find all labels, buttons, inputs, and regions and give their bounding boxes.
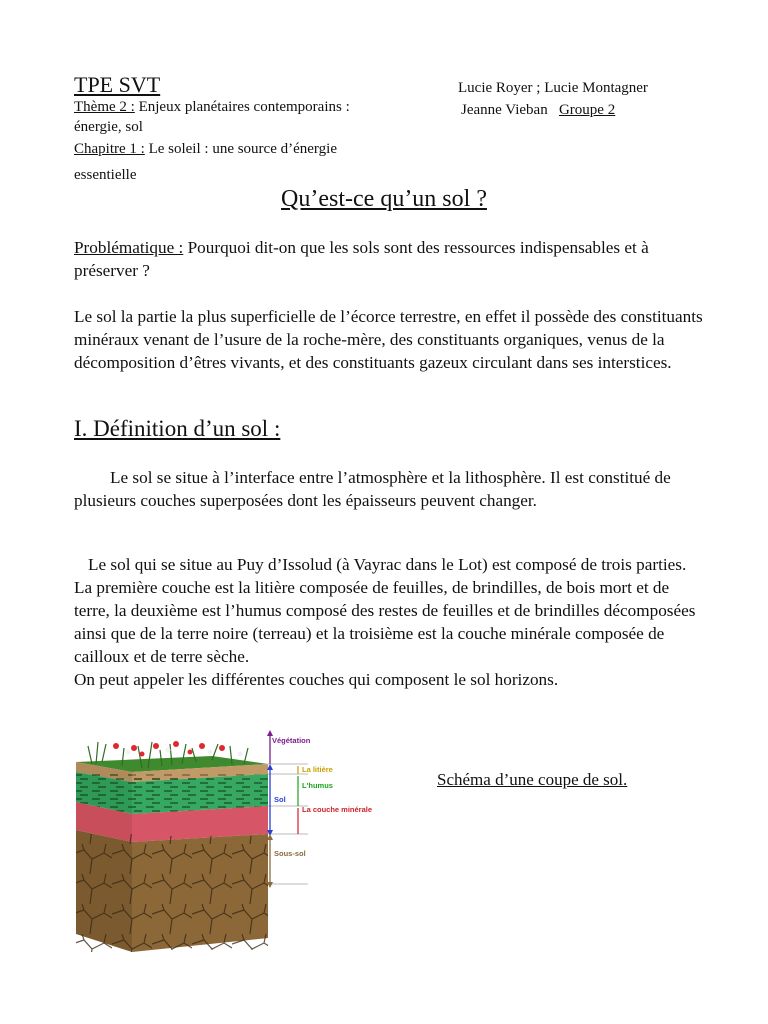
section-paragraph-3: On peut appeler les différentes couches qui composent le sol horizons. [74,670,559,689]
section-heading: I. Définition d’un sol : [74,416,281,441]
label-vegetation: Végétation [272,736,311,745]
chapter-line [74,136,354,188]
intro-paragraph: Le sol la partie la plus superficielle de l’écorce terrestre, en effet il possède des constituants minéraux venant de l’usure de la roche-mère, des constituants organiques, venus de la décomposition d’êtres vivants, et des constituants gazeux circulant dans ses interstices. [74,307,703,372]
soil-profile-diagram [72,724,402,954]
theme-label: Thème 2 : [74,99,135,115]
label-minerale: La couche minérale [302,805,373,814]
authors-line-2 [458,99,648,121]
problem-text: Pourquoi dit-on que les sols sont des ressources indispensables et à préserver ? [74,238,649,280]
section-paragraphs [74,553,704,691]
section-paragraph-1: Le sol se situe à l’interface entre l’atmosphère et la lithosphère. Il est constitué de plusieurs couches superposées dont les épaisseurs peuvent changer. [74,468,671,510]
soil-block [76,741,268,952]
problem-label: Problématique : [74,238,184,257]
authors-block [458,77,648,121]
section-paragraph-2: Le sol qui se situe au Puy d’Issolud (à Vayrac dans le Lot) est composé de trois parties. La première couche est la litière composée de feuilles, de brindilles, de bois mort et de terre, la deuxième est l’humus composé des restes de feuilles et de brindilles décomposées ainsi que de la terre noire (terreau) et la troisième est la couche minérale composée de cailloux et de terre sèche. [74,555,696,666]
page-title: Qu’est-ce qu’un sol ? [281,186,487,212]
label-sous-sol: Sous-sol [274,849,306,858]
label-humus: L'humus [302,781,333,790]
chapter-text: Le soleil : une source d’énergie essentielle [74,141,337,183]
label-sol: Sol [274,795,286,804]
author-name: Jeanne Vieban [461,102,548,118]
label-litiere: La litière [302,765,333,774]
chapter-label: Chapitre 1 : [74,141,145,157]
theme-line [74,97,364,137]
diagram-caption: Schéma d’une coupe de sol. [437,770,628,789]
theme-text: Enjeux planétaires contemporains : énergie, sol [74,99,350,135]
authors-line-1: Lucie Royer ; Lucie Montagner [458,80,648,96]
group-label: Groupe 2 [558,102,616,118]
tpe-title: TPE SVT [74,72,161,97]
problem-statement [74,236,714,282]
